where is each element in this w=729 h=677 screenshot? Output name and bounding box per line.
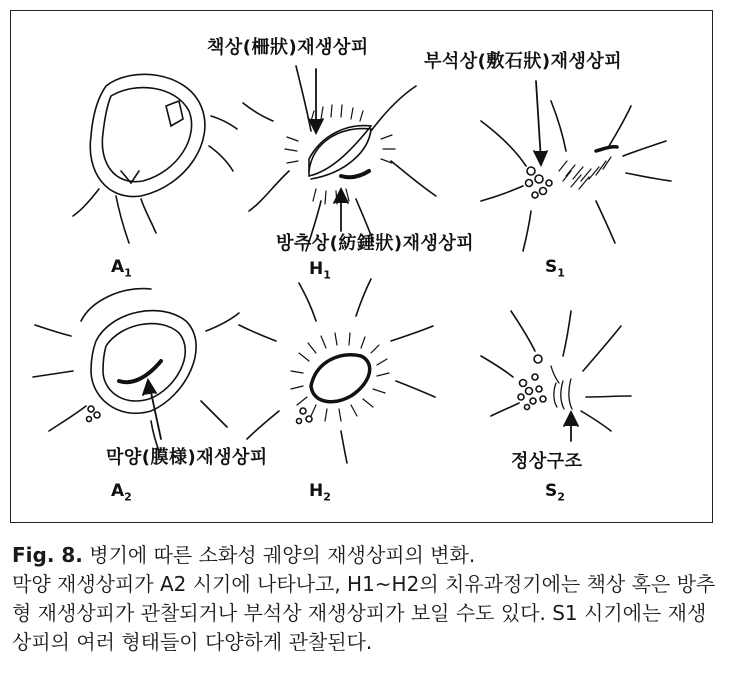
- caption-body: 막양 재생상피가 A2 시기에 나타나고, H1~H2의 치유과정기에는 책상 혹은 방추형 재생상피가 관찰되거나 부석상 재생상피가 보일 수도 있다. S1 시기에는 재생상피의 여러 형태들이 다양하게 관찰된다.: [12, 572, 716, 654]
- label-membranous-epithelium: 막양(膜様)재생상피: [106, 447, 268, 468]
- panel-label-h2: $H_2$: [309, 481, 331, 504]
- figure-panel: [10, 10, 713, 523]
- diagram-a2: [33, 289, 239, 451]
- panel-label-h1: $H_1$: [309, 259, 331, 282]
- figure-caption: [12, 541, 720, 657]
- panel-label-s2: $S_2$: [545, 481, 565, 504]
- diagram-a1: [73, 74, 237, 243]
- panel-label-s1: $S_1$: [545, 257, 565, 280]
- diagram-s1: [481, 101, 671, 251]
- diagram-h1: [243, 66, 436, 251]
- diagram-s2: [481, 311, 631, 431]
- panel-label-a1: $A_1$: [111, 257, 132, 280]
- label-normal-structure: 정상구조: [511, 451, 583, 472]
- label-palisade-epithelium: 책상(柵狀)재생상피: [207, 37, 369, 58]
- panel-label-a2: $A_2$: [111, 481, 132, 504]
- label-spindle-epithelium: 방추상(紡錘狀)재생상피: [276, 233, 475, 254]
- caption-fig-label: Fig. 8.: [12, 543, 83, 567]
- caption-title: 병기에 따른 소화성 궤양의 재생상피의 변화.: [82, 543, 476, 567]
- label-cobblestone-epithelium: 부석상(敷石狀)재생상피: [424, 51, 623, 72]
- diagram-h2: [239, 279, 435, 463]
- label-arrows: [143, 69, 578, 441]
- caption-title-line: [12, 541, 720, 570]
